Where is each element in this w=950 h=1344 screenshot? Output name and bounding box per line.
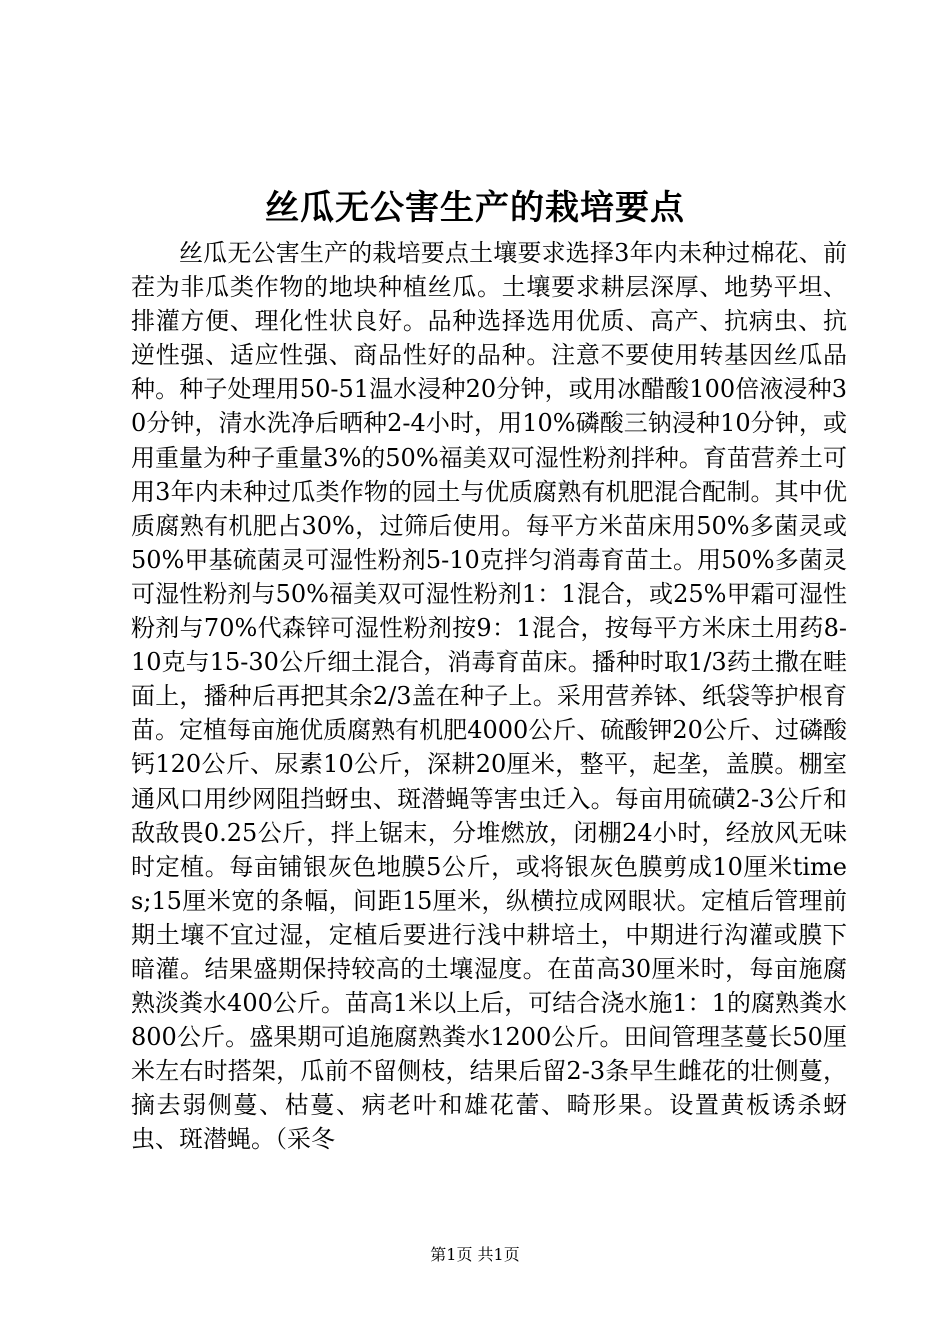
document-title: 丝瓜无公害生产的栽培要点 [265,188,685,228]
document-body-paragraph: 丝瓜无公害生产的栽培要点土壤要求选择3年内未种过棉花、前茬为非瓜类作物的地块种植丝瓜。土壤要求耕层深厚、地势平坦、排灌方便、理化性状良好。品种选择选用优质、高产、抗病虫、抗逆性强、适应性强、商品性好的品种。注意不要使用转基因丝瓜品种。种子处理用50-51温水浸种20分钟，或用冰醋酸100倍液浸种30分钟，清水洗净后晒种2-4小时，用10%磷酸三钠浸种10分钟，或用重量为种子重量3%的50%福美双可湿性粉剂拌种。育苗营养土可用3年内未种过瓜类作物的园土与优质腐熟有机肥混合配制。其中优质腐熟有机肥占30%，过筛后使用。每平方米苗床用50%多菌灵或50%甲基硫菌灵可湿性粉剂5-10克拌匀消毒育苗土。用50%多菌灵可湿性粉剂与50%福美双可湿性粉剂1：1混合，或25%甲霜可湿性粉剂与70%代森锌可湿性粉剂按9：1混合，按每平方米床土用药8-10克与15-30公斤细土混合，消毒育苗床。播种时取1/3药土撒在畦面上，播种后再把其余2/3盖在种子上。采用营养钵、纸袋等护根育苗。定植每亩施优质腐熟有机肥4000公斤、硫酸钾20公斤、过磷酸钙120公斤、尿素10公斤，深耕20厘米，整平，起垄，盖膜。棚室通风口用纱网阻挡蚜虫、斑潜蝇等害虫迁入。每亩用硫磺2-3公斤和敌敌畏0.25公斤，拌上锯末，分堆燃放，闭棚24小时，经放风无味时定植。每亩铺银灰色地膜5公斤，或将银灰色膜剪成10厘米times;15厘米宽的条幅，间距15厘米，纵横拉成网眼状。定植后管理前期土壤不宜过湿，定植后要进行浅中耕培土，中期进行沟灌或膜下暗灌。结果盛期保持较高的土壤湿度。在苗高30厘米时，每亩施腐熟淡粪水400公斤。苗高1米以上后，可结合浇水施1：1的腐熟粪水800公斤。盛果期可追施腐熟粪水1200公斤。田间管理茎蔓长50厘米左右时搭架，瓜前不留侧枝，结果后留2-3条早生雌花的壮侧蔓，摘去弱侧蔓、枯蔓、病老叶和雄花蕾、畸形果。设置黄板诱杀蚜虫、斑潜蝇。（采冬 [131,239,847,1154]
page-footer: 第1页 共1页 [430,1245,520,1264]
